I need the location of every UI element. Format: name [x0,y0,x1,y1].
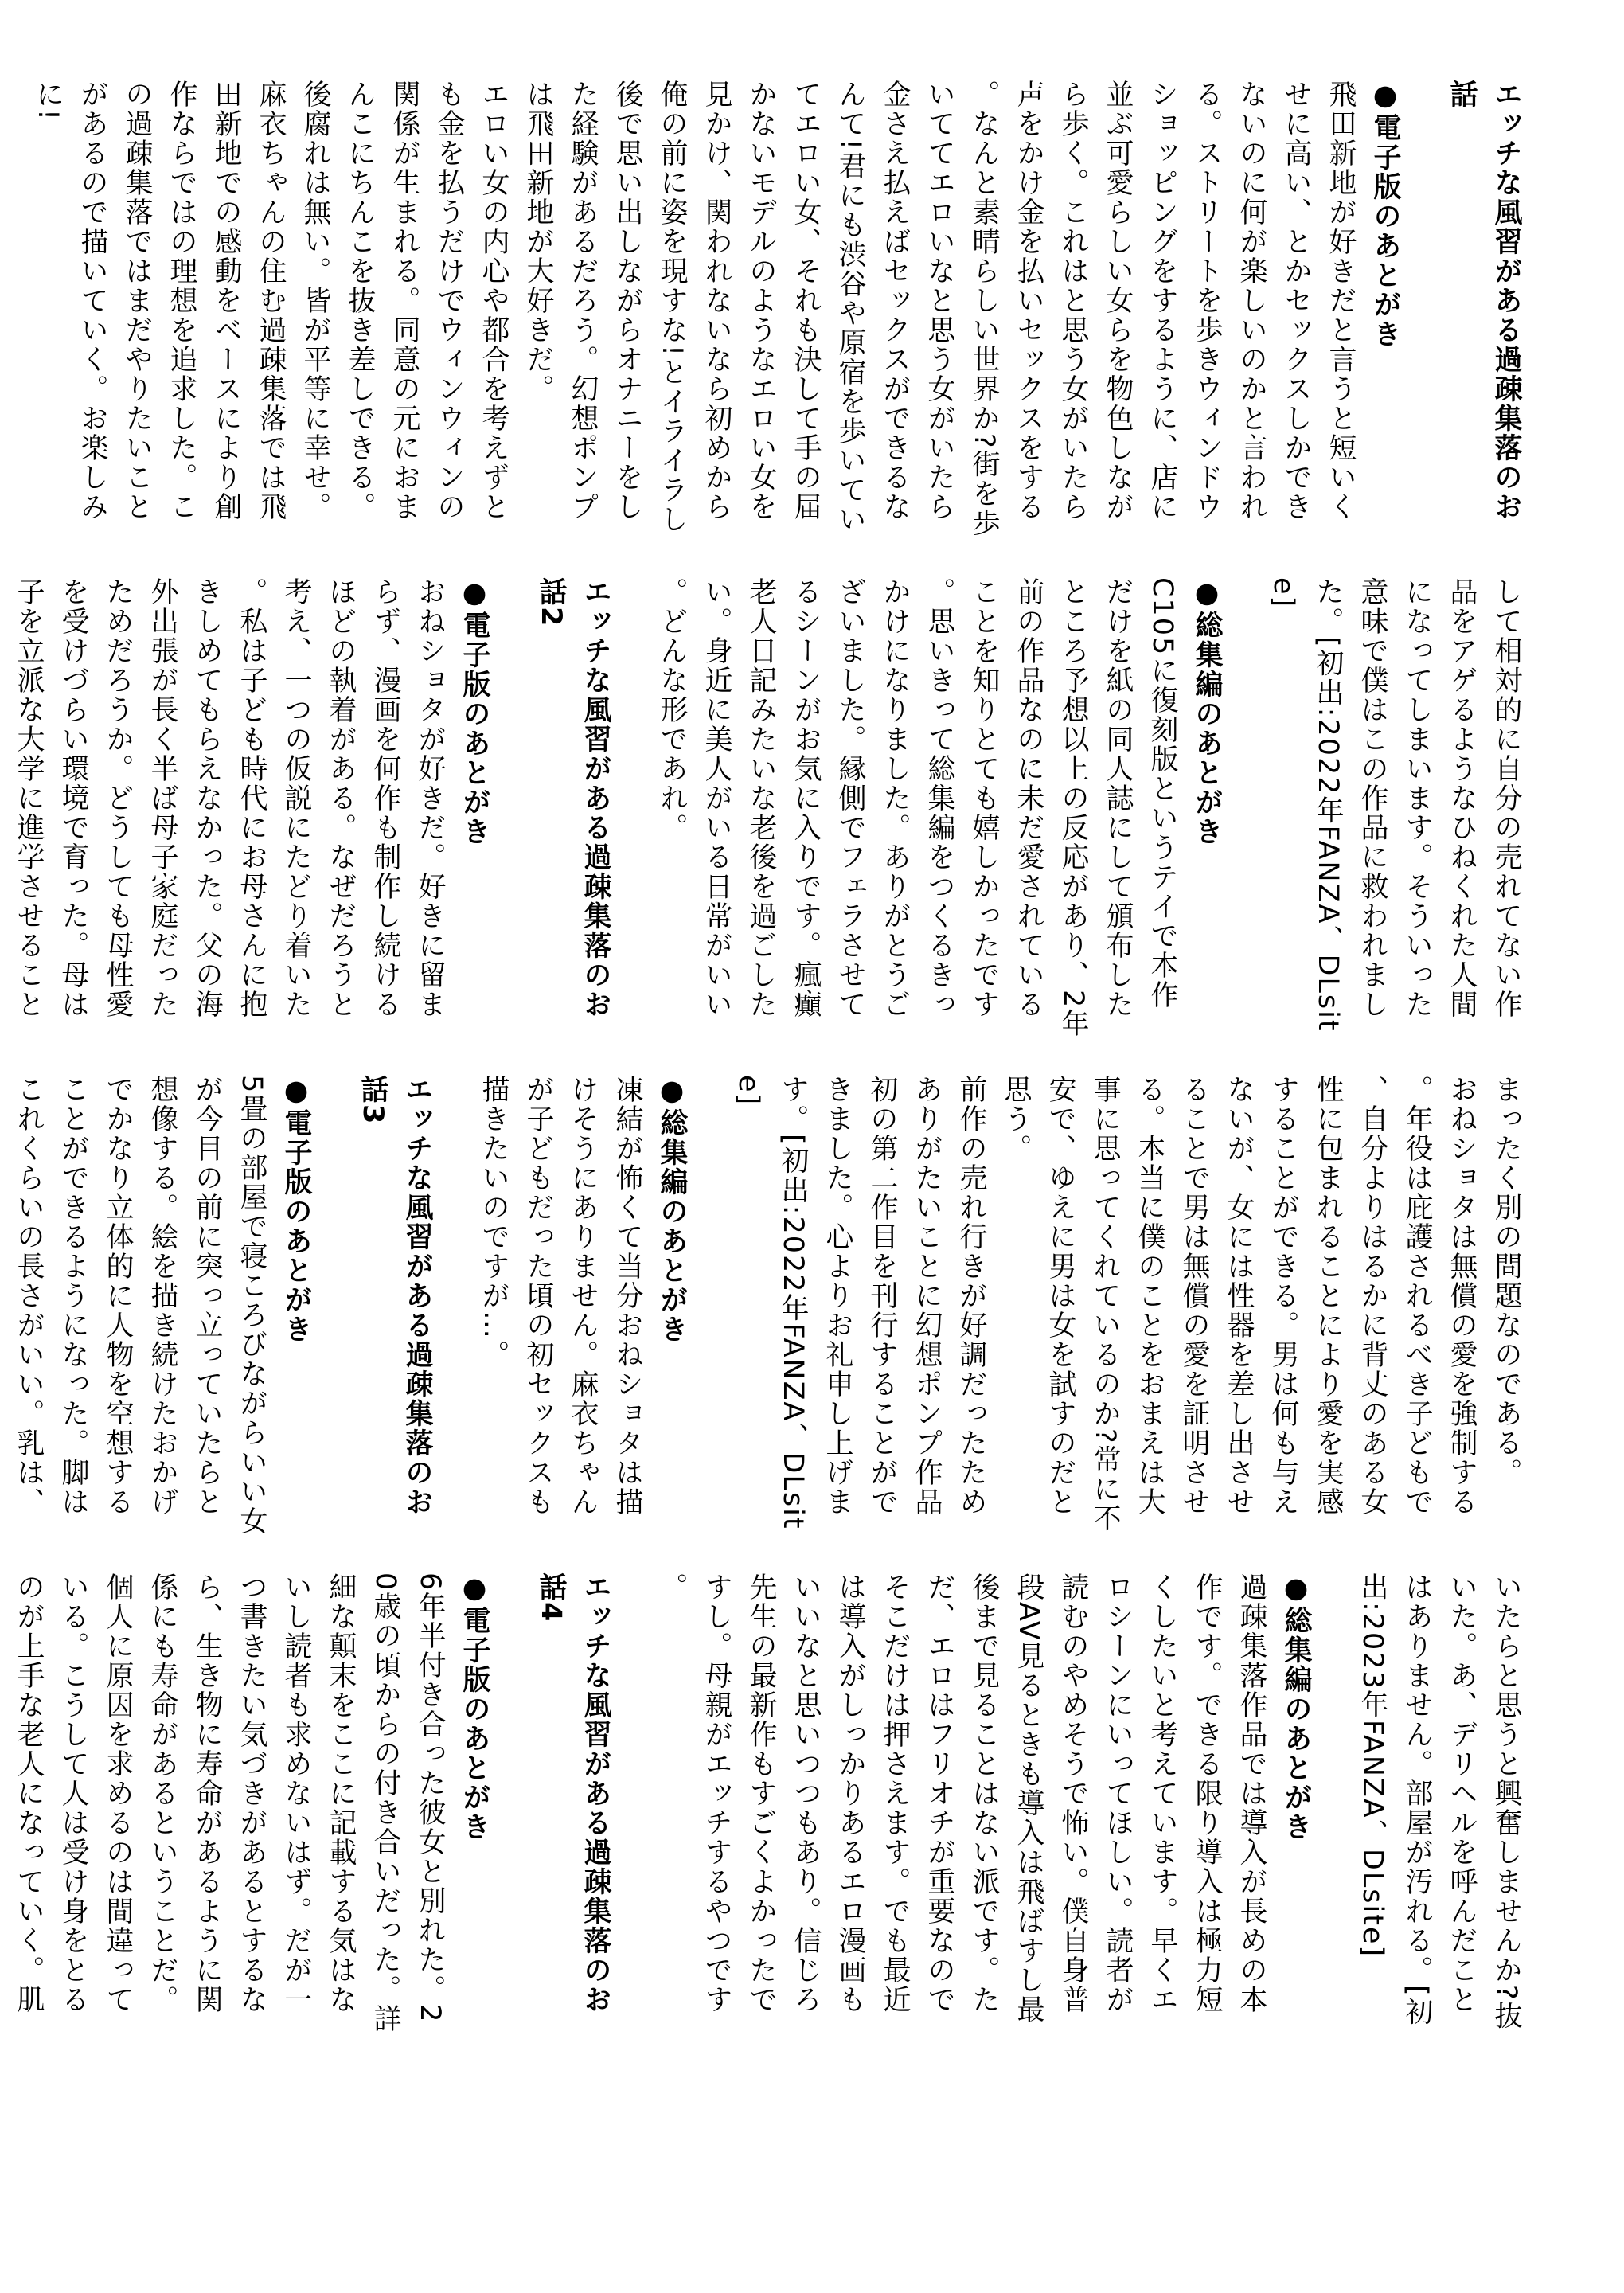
section-heading: ●電子版のあとがき [459,1572,490,1842]
text-block [25,80,1407,541]
paragraph: エロい女の内心や都合を考えずとも金を払うだけでウィンウィンの関係が生まれる。同意の元におまんこにちんこを抜き差しできる。後腐れは無い。皆が平等に幸せ。麻衣ちゃんの住む過疎集落では飛田新地での感動をベースにより創作ならではの理想を追求した。この過疎集落ではまだやりたいことがあるので描いていく。お楽しみに! [32,80,509,521]
text-tier-1 [32,80,1528,541]
paragraph: 凍結が怖くて当分おねショタは描けそうにありません。麻衣ちゃんが子どもだった頃の初セックスも描きたいのですが…。 [478,1075,643,1517]
paragraph: おねショタが好きだ。好きに留まらず、漫画を何作も制作し続けるほどの執着がある。なぜだろうと考え、一つの仮説にたどり着いた。私は子ども時代にお母さんに抱きしめてもらえなかった。父の海外出張が長く半ば母子家庭だったためだろうか。どうしても母性愛を受けづらい環境で育った。母は子を立派な大学に進学させること [13,577,446,1019]
paragraph: 前作の売れ行きが好調だったためありがたいことに幻想ポンプ作品初の第二作目を刊行することができました。心よりお礼申し上げます。[初出:2022年FANZA、DLsite] [732,1075,987,1530]
story-title: エッチな風習がある過疎集落のお話 [1446,80,1522,521]
paragraph: 飛田新地が好きだと言うと短いくせに高い、とかセックスしかできないのに何が楽しいのかと言われる。ストリートを歩きウィンドウショッピングをするように、店に並ぶ可愛らしい女らを物色しながら歩く。これはと思う女がいたら声をかけ金を払いセックスをする。なんと素晴らしい世界か?街を歩いててエロいなと思う女がいたら金さえ払えばセックスができるなんて!君にも渋谷や原宿を歩いていてエロい女、それも決して手の届かないモデルのようなエロい女を見かけ、関われないなら初めから俺の前に姿を現すな!とイライラし後で思い出しながらオナニーをした経験があるだろう。幻想ポンプは飛田新地が大好きだ。 [522,80,1357,538]
text-block [529,1572,618,2034]
paragraph: 過疎集落作品では導入が長めの本作です。できる限り導入は極力短くしたいと考えています。早くエロシーンにいってほしい。読者が読むのやめそうで怖い。僕自身普段AV見るときも導入は飛ばすし最後まで見ることはない派です。ただ、エロはフリオチが重要なのでそこだけは押さえます。でも最近は導入がしっかりあるエロ漫画もいいなと思いつつもあり。信じろ先生の最新作もすごくよかったですし。母親がエッチするやつです。 [656,1572,1267,2025]
story-title: エッチな風習がある過疎集落のお話3 [357,1075,433,1517]
paragraph: おねショタは無償の愛を強制する。年役は庇護されるべき子どもで、自分よりはるかに背丈のある女性に包まれることにより愛を実感することができる。男は何も与えないが、女には性器を差し出させることで男は無償の愛を証明させる。本当に僕のことをおまえは大事に思ってくれているのか?常に不安で、ゆえに男は女を試すのだと思う。 [1000,1075,1478,1533]
section-heading: ●総集編のあとがき [1280,1572,1312,1842]
text-block [0,1572,497,2034]
text-tier-3 [13,1075,1528,1537]
section-heading: ●電子版のあとがき [1369,80,1401,349]
paragraph: C105に復刻版というテイで本作だけを紙の同人誌にして頒布したところ予想以上の反応があり、2年前の作品なのに未だ愛されていることを知りとても嬉しかったです。思いきって総集編をつくるきっかけになりました。ありがとうございました。縁側でフェラさせてるシーンがお気に入りです。瘋癲老人日記みたいな老後を過ごしたい。身近に美人がいる日常がいい。どんな形であれ。 [656,577,1178,1039]
section-heading: ●電子版のあとがき [280,1075,312,1344]
paragraph: して相対的に自分の売れてない作品をアゲるようなひねくれた人間になってしまいます。そういった意味で僕はこの作品に救われました。[初出:2022年FANZA、DLsite] [1267,577,1522,1033]
paragraph: 6年半付き合った彼女と別れた。20歳の頃からの付き合いだった。詳細な顛末をここに記載する気はないし読者も求めないはず。だが一つ書きたい気づきがあるとするなら、生き物に寿命があるように関係にも寿命があるということだ。個人に原因を求めるのは間違っている。こうして人は受け身をとるのが上手な老人になっていく。肌 [13,1572,446,2034]
text-tier-4 [13,1572,1528,2034]
paragraph: いたらと思うと興奮しませんか?抜いた。あ、デリヘルを呼んだことはありません。部屋が汚れる。[初出:2023年FANZA、DLsite] [1357,1572,1522,2031]
paragraph: まったく別の問題なのである。 [1490,1075,1522,1487]
text-tier-2 [13,577,1528,1039]
section-heading: ●電子版のあとがき [459,577,490,846]
text-block [529,577,618,1039]
section-heading: ●総集編のあとがき [1191,577,1223,846]
paragraph: 5畳の部屋で寝ころびながらいい女が今目の前に突っ立っていたらと想像する。絵を描き続けたおかげでかなり立体的に人物を空想することができるようになった。脚はこれくらいの長さがいい。乳は、 [13,1075,267,1537]
text-block [0,1075,318,1537]
text-block [650,577,1229,1039]
text-block [471,1075,694,1537]
text-block [1261,577,1528,1039]
story-title: エッチな風習がある過疎集落のお話2 [535,577,611,1019]
text-block [650,1572,1318,2034]
text-block [0,577,497,1039]
text-block [350,1075,439,1537]
text-block [1439,80,1528,541]
story-title: エッチな風習がある過疎集落のお話4 [535,1572,611,2014]
section-heading: ●総集編のあとがき [656,1075,688,1344]
text-block [726,1075,1528,1537]
text-block [1350,1572,1528,2034]
